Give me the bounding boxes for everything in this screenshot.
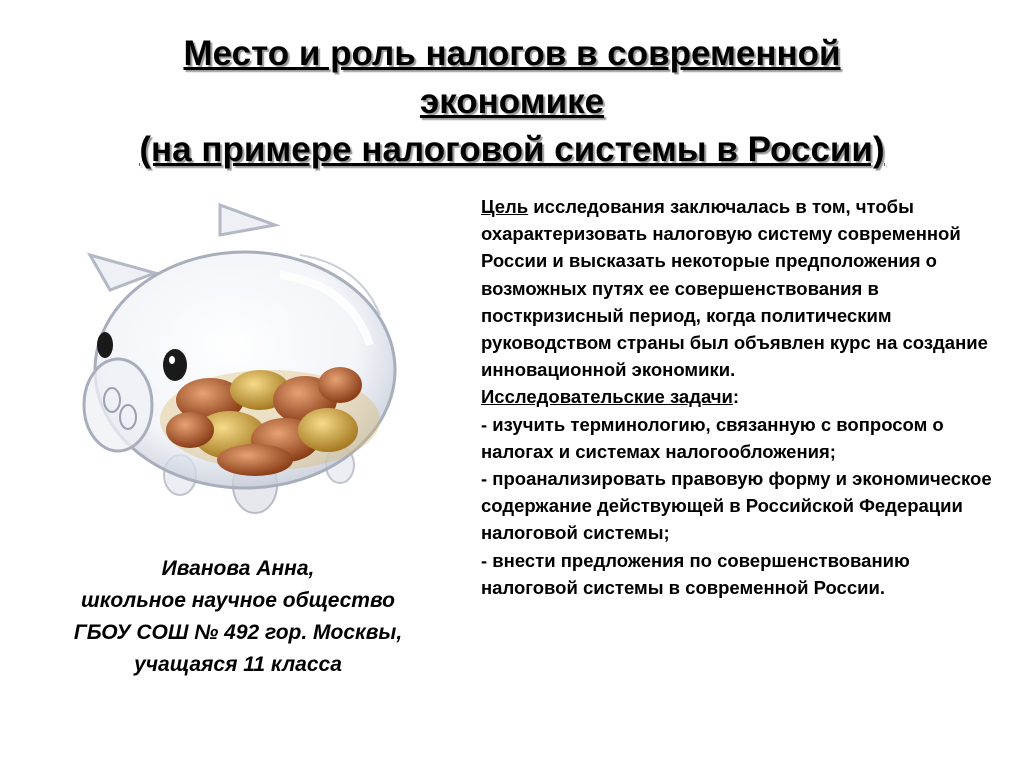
- title-line-3: (на примере налоговой системы в России): [139, 130, 885, 169]
- title-line-2: экономике: [419, 82, 605, 121]
- author-info: [38, 553, 438, 681]
- task-item: - проанализировать правовую форму и экономическое содержание действующей в Российской Федерации налоговой системы;: [481, 468, 992, 544]
- page-title: [40, 30, 984, 174]
- tasks-colon: :: [732, 386, 740, 408]
- title-line-1: Место и роль налогов в современной: [183, 34, 841, 73]
- goal-paragraph: [481, 193, 1001, 383]
- author-name: Иванова Анна,: [161, 557, 315, 580]
- author-society: школьное научное общество: [81, 589, 395, 612]
- tasks-heading: [481, 383, 1001, 410]
- author-school: ГБОУ СОШ № 492 гор. Москвы,: [73, 621, 403, 644]
- task-item: - внести предложения по совершенствованию налоговой системы в современной России.: [481, 549, 910, 598]
- goal-text: исследования заключалась в том, чтобы охарактеризовать налоговую систему современной России и высказать некоторые предположения о возможных путях ее совершенствования в посткризисный период, когда политическим руководством страны был объявлен курс на создание инновационной экономики.: [481, 196, 988, 381]
- goal-label: Цель: [481, 196, 529, 217]
- task-item: - изучить терминологию, связанную с вопросом о налогах и системах налогообложения;: [481, 413, 944, 462]
- tasks-label: Исследовательские задачи: [481, 386, 733, 408]
- author-grade: учащаяся 11 класса: [134, 653, 342, 676]
- research-description: [481, 193, 1001, 601]
- piggy-bank-with-coins-icon: [70, 195, 400, 525]
